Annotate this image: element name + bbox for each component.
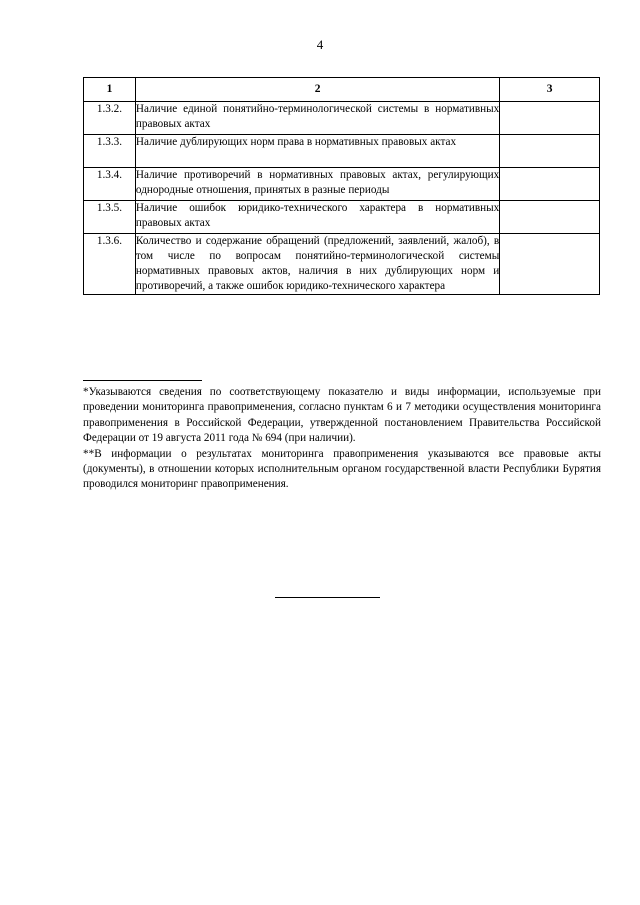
indicators-table [83, 77, 600, 295]
document-end-line [275, 597, 380, 598]
footnote-2: **В информации о результатах мониторинга правоприменения указываются все правовые акты (документы), в отношении которых исполнительным органом государственной власти Республики Бурятия проводился мониторинг правоприменения. [83, 447, 601, 491]
footnote-separator [83, 380, 202, 381]
table-row [84, 234, 600, 295]
row-text: Количество и содержание обращений (предложений, заявлений, жалоб), в том числе по вопросам понятийно-терминологической системы нормативных правовых актов, наличия в них дублирующих норм и противоречий, а также ошибок юридико-технического характера [135, 234, 499, 295]
row-value [500, 102, 600, 135]
row-number: 1.3.2. [84, 102, 136, 135]
row-text: Наличие противоречий в нормативных правовых актах, регулирующих однородные отношения, принятых в разные периоды [135, 168, 499, 201]
row-value [500, 234, 600, 295]
column-header-1: 1 [84, 78, 136, 102]
column-header-2: 2 [135, 78, 499, 102]
table-row [84, 102, 600, 135]
footnotes [83, 385, 601, 493]
row-number: 1.3.4. [84, 168, 136, 201]
row-number: 1.3.3. [84, 135, 136, 168]
footnote-1: *Указываются сведения по соответствующему показателю и виды информации, используемые при проведении мониторинга правоприменения, согласно пунктам 6 и 7 методики осуществления мониторинга правоприменения в Российской Федерации, утвержденной постановлением Правительства Российской Федерации от 19 августа 2011 года № 694 (при наличии). [83, 386, 601, 445]
table-row [84, 201, 600, 234]
table-row [84, 135, 600, 168]
table-header-row [84, 78, 600, 102]
row-value [500, 201, 600, 234]
row-text: Наличие единой понятийно-терминологической системы в нормативных правовых актах [135, 102, 499, 135]
row-number: 1.3.6. [84, 234, 136, 295]
row-value [500, 168, 600, 201]
row-text: Наличие ошибок юридико-технического характера в нормативных правовых актах [135, 201, 499, 234]
row-value [500, 135, 600, 168]
row-number: 1.3.5. [84, 201, 136, 234]
column-header-3: 3 [500, 78, 600, 102]
page-number: 4 [316, 37, 324, 52]
row-text: Наличие дублирующих норм права в нормативных правовых актах [135, 135, 499, 168]
table-row [84, 168, 600, 201]
